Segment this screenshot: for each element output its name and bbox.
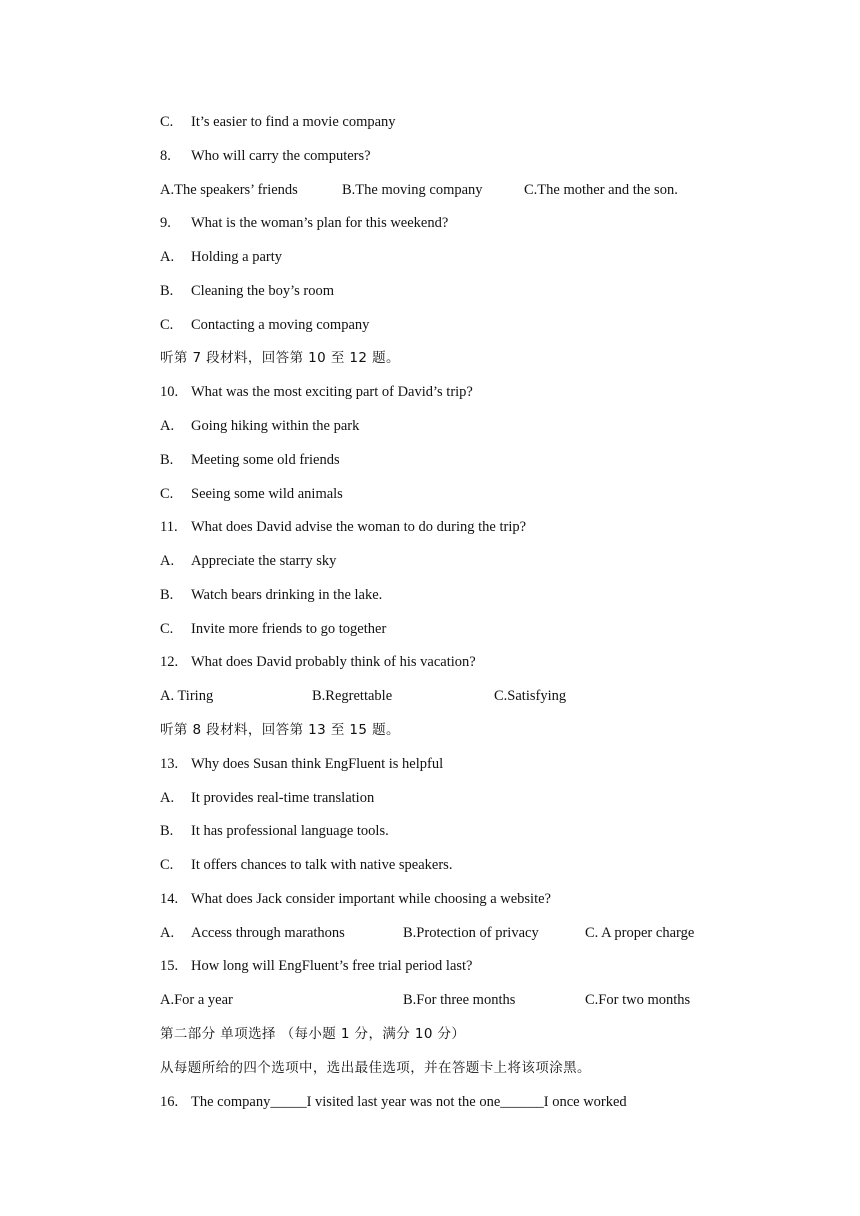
q9-option-c — [160, 314, 369, 336]
option-text: Seeing some wild animals — [191, 486, 343, 502]
option-b: B.For three months — [403, 992, 516, 1008]
question-number: 10. — [160, 384, 179, 400]
question-number: 16. — [160, 1094, 179, 1110]
q8-options — [160, 179, 720, 201]
option-label: A. — [160, 418, 175, 434]
question-number: 12. — [160, 654, 179, 670]
option-b: B.Protection of privacy — [403, 925, 539, 941]
q9-option-a — [160, 246, 282, 268]
question-text: What does David advise the woman to do during the trip? — [191, 519, 527, 535]
question-text: What does David probably think of his vacation? — [191, 654, 476, 670]
option-text: Going hiking within the park — [191, 418, 360, 434]
option-label: C. — [160, 317, 174, 333]
option-label: A. — [160, 249, 175, 265]
section-instruction-7: 听第 7 段材料，回答第 10 至 12 题。 — [160, 350, 400, 366]
option-text: It has professional language tools. — [191, 823, 389, 839]
option-text: It’s easier to find a movie company — [191, 114, 396, 130]
option-label: A. — [160, 925, 175, 941]
option-label: C. — [160, 114, 174, 130]
option-label: B. — [160, 587, 174, 603]
q13-option-b — [160, 820, 389, 842]
option-text: Holding a party — [191, 249, 283, 265]
question-10 — [160, 381, 473, 403]
q15-options — [160, 989, 720, 1011]
option-a: Access through marathons — [191, 925, 345, 941]
option-label: A. — [160, 790, 175, 806]
question-text: The company_____I visited last year was not the one______I once worked — [191, 1094, 627, 1110]
question-text: What is the woman’s plan for this weekend? — [191, 215, 449, 231]
part-two-heading: 第二部分 单项选择 （每小题 1 分，满分 10 分） — [160, 1026, 466, 1042]
q9-option-b — [160, 280, 334, 302]
q10-option-c — [160, 483, 343, 505]
question-text: What does Jack consider important while choosing a website? — [191, 891, 551, 907]
option-text: Cleaning the boy’s room — [191, 283, 334, 299]
question-number: 11. — [160, 519, 178, 535]
q11-option-b — [160, 584, 382, 606]
q11-option-a — [160, 550, 336, 572]
question-16 — [160, 1091, 627, 1113]
question-number: 8. — [160, 148, 171, 164]
option-b: B.Regrettable — [312, 688, 393, 704]
q12-options — [160, 685, 660, 707]
q7-option-c — [160, 111, 396, 133]
q13-option-c — [160, 854, 452, 876]
option-label: C. — [160, 621, 174, 637]
option-text: It provides real-time translation — [191, 790, 375, 806]
question-11 — [160, 516, 526, 538]
q10-option-b — [160, 449, 340, 471]
question-text: Why does Susan think EngFluent is helpful — [191, 756, 444, 772]
question-14 — [160, 888, 551, 910]
option-a: A.The speakers’ friends — [160, 182, 298, 198]
question-number: 15. — [160, 958, 179, 974]
option-a: A.For a year — [160, 992, 233, 1008]
option-text: Watch bears drinking in the lake. — [191, 587, 383, 603]
question-number: 13. — [160, 756, 179, 772]
question-9 — [160, 212, 448, 234]
q14-options — [160, 922, 720, 944]
question-number: 9. — [160, 215, 171, 231]
q13-option-a — [160, 787, 374, 809]
question-text: Who will carry the computers? — [191, 148, 371, 164]
option-text: Contacting a moving company — [191, 317, 370, 333]
option-text: Invite more friends to go together — [191, 621, 387, 637]
option-a: A. Tiring — [160, 688, 214, 704]
section-instruction-8: 听第 8 段材料，回答第 13 至 15 题。 — [160, 722, 400, 738]
part-two-instruction: 从每题所给的四个选项中，选出最佳选项，并在答题卡上将该项涂黑。 — [160, 1060, 591, 1076]
question-13 — [160, 753, 443, 775]
option-label: C. — [160, 486, 174, 502]
option-c: C.Satisfying — [494, 688, 567, 704]
option-text: It offers chances to talk with native speakers. — [191, 857, 453, 873]
option-label: B. — [160, 283, 174, 299]
option-label: B. — [160, 452, 174, 468]
question-text: What was the most exciting part of David’s trip? — [191, 384, 473, 400]
option-label: B. — [160, 823, 174, 839]
option-label: C. — [160, 857, 174, 873]
option-b: B.The moving company — [342, 182, 483, 198]
option-text: Meeting some old friends — [191, 452, 340, 468]
option-c: C.For two months — [585, 992, 691, 1008]
option-c: C.The mother and the son. — [524, 182, 678, 198]
q10-option-a — [160, 415, 359, 437]
q11-option-c — [160, 618, 386, 640]
question-text: How long will EngFluent’s free trial period last? — [191, 958, 473, 974]
question-number: 14. — [160, 891, 179, 907]
question-12 — [160, 651, 476, 673]
question-15 — [160, 955, 472, 977]
option-label: A. — [160, 553, 175, 569]
question-8 — [160, 145, 371, 167]
option-text: Appreciate the starry sky — [191, 553, 337, 569]
option-c: C. A proper charge — [585, 925, 695, 941]
